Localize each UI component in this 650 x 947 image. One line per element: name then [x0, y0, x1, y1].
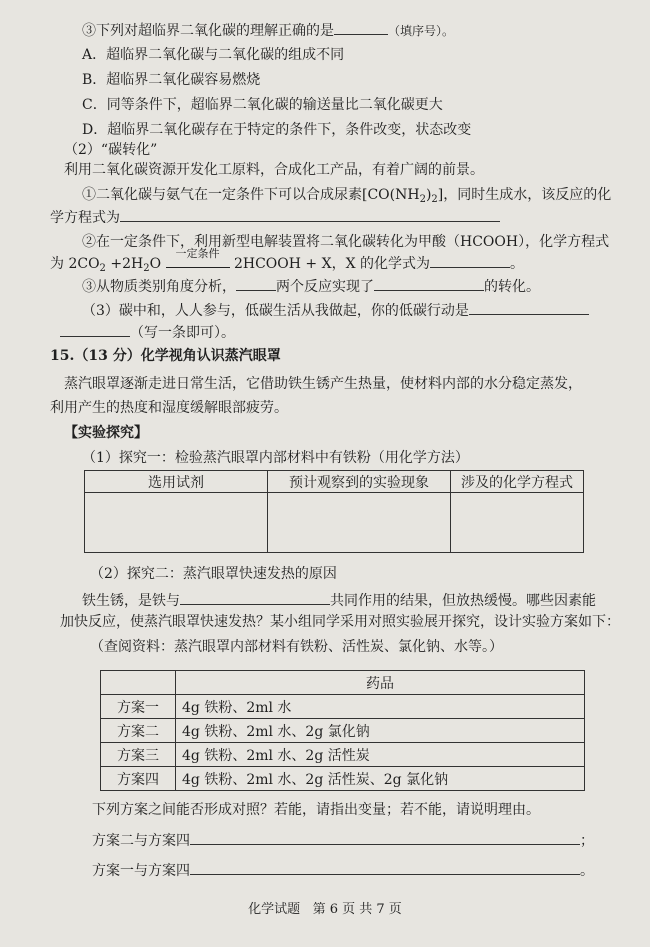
plan-name: 方案三 — [101, 743, 176, 767]
reference-note: （查阅资料：蒸汽眼罩内部材料有铁粉、活性炭、氯化钠、水等。） — [90, 639, 503, 655]
page-footer: 化学试题 第 6 页 共 7 页 — [248, 902, 402, 917]
table-explore1 — [84, 470, 584, 553]
rust-line2: 加快反应，使蒸汽眼罩快速发热？某小组同学采用对照实验展开探究，设计实验方案如下： — [60, 614, 620, 630]
q15-title: 15.（13 分）化学视角认识蒸汽眼罩 — [50, 348, 281, 364]
part3-line2: （写一条即可）。 — [60, 322, 235, 343]
part2-intro: 利用二氧化碳资源开发化工原料，合成化工产品，有着广阔的前景。 — [64, 162, 484, 178]
table1-header: 预计观察到的实验现象 — [268, 471, 451, 493]
plan-name: 方案二 — [101, 719, 176, 743]
table1-header: 选用试剂 — [85, 471, 268, 493]
plan-name: 方案一 — [101, 695, 176, 719]
condition-arrow: 一定条件 — [166, 257, 230, 268]
table1-cell — [451, 493, 584, 553]
item1-line2: 学方程式为 — [50, 207, 500, 228]
plan-name: 方案四 — [101, 767, 176, 791]
explore2: （2）探究二：蒸汽眼罩快速发热的原因 — [90, 566, 337, 582]
compare-2: 方案一与方案四 。 — [92, 860, 594, 881]
table-plans — [100, 670, 585, 791]
compare-1: 方案二与方案四 ； — [92, 830, 594, 851]
rust-line1: 铁生锈，是铁与 共同作用的结果，但放热缓慢。哪些因素能 — [82, 590, 596, 611]
plan-drugs: 4g 铁粉、2ml 水、2g 活性炭、2g 氯化钠 — [176, 767, 585, 791]
table2-header: 药品 — [176, 671, 585, 695]
table1-header: 涉及的化学方程式 — [451, 471, 584, 493]
q15-intro-1: 蒸汽眼罩逐渐走进日常生活，它借助铁生锈产生热量，使材料内部的水分稳定蒸发， — [64, 376, 582, 392]
item1-line1: ①二氧化碳与氨气在一定条件下可以合成尿素$[CO(NH_2)_2]$，同时生成水，该反应的化 — [82, 187, 612, 205]
table2-corner — [101, 671, 176, 695]
item2-equation: 为 $2CO_2 +2H_2O$ 一定条件 2HCOOH + X，X 的化学式为 。 — [50, 247, 524, 274]
item3-line: ③从物质类别角度分析， 两个反应实现了 的转化。 — [82, 276, 540, 297]
item2-line1: ②在一定条件下，利用新型电解装置将二氧化碳转化为甲酸（HCOOH），化学方程式 — [82, 234, 610, 250]
plan-drugs: 4g 铁粉、2ml 水 — [176, 695, 585, 719]
lab-heading: 【实验探究】 — [64, 425, 148, 441]
option-c: C．同等条件下，超临界二氧化碳的输送量比二氧化碳更大 — [82, 97, 443, 113]
option-a: A．超临界二氧化碳与二氧化碳的组成不同 — [82, 47, 345, 63]
plan-drugs: 4g 铁粉、2ml 水、2g 活性炭 — [176, 743, 585, 767]
option-d: D．超临界二氧化碳存在于特定的条件下，条件改变，状态改变 — [82, 122, 472, 138]
table1-cell — [85, 493, 268, 553]
plan-drugs: 4g 铁粉、2ml 水、2g 氯化钠 — [176, 719, 585, 743]
explore1: （1）探究一：检验蒸汽眼罩内部材料中有铁粉（用化学方法） — [82, 450, 469, 466]
part2-heading: （2）“碳转化” — [64, 142, 158, 158]
compare-question: 下列方案之间能否形成对照？若能，请指出变量；若不能，请说明理由。 — [92, 802, 540, 818]
q15-intro-2: 利用产生的热度和湿度缓解眼部疲劳。 — [50, 400, 288, 416]
option-b: B．超临界二氧化碳容易燃烧 — [82, 72, 261, 88]
q3-stem: ③下列对超临界二氧化碳的理解正确的是 （填序号）。 — [82, 20, 454, 41]
table1-cell — [268, 493, 451, 553]
part3-line1: （3）碳中和，人人参与，低碳生活从我做起，你的低碳行动是 — [82, 300, 589, 321]
